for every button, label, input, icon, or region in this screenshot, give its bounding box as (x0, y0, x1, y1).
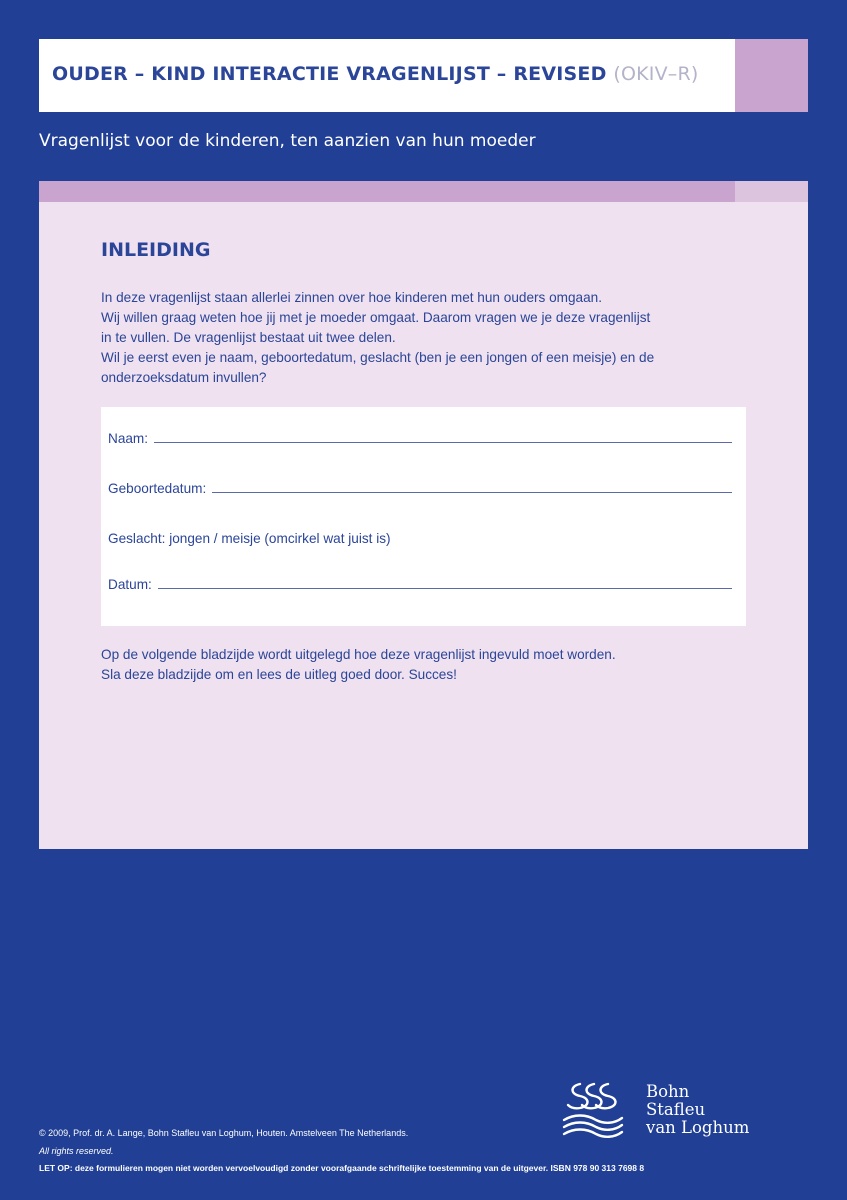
birthdate-field[interactable] (212, 491, 732, 493)
title-abbreviation: (OKIV–R) (613, 63, 699, 85)
intro-line: Wij willen graag weten hoe jij met je moeder omgaat. Daarom vragen we je deze vragenlijst (101, 310, 651, 325)
publisher-name (646, 1083, 749, 1137)
section-heading: INLEIDING (101, 239, 211, 261)
intro-line: in te vullen. De vragenlijst bestaat uit twee delen. (101, 330, 396, 345)
page-subtitle: Vragenlijst voor de kinderen, ten aanzien van hun moeder (39, 131, 536, 151)
publisher-name-line: Bohn (646, 1082, 690, 1101)
outro-text (101, 645, 761, 685)
outro-line: Op de volgende bladzijde wordt uitgelegd hoe deze vragenlijst ingevuld moet worden. (101, 647, 616, 662)
publisher-logo-icon (560, 1080, 626, 1142)
date-row (108, 577, 732, 592)
title-accent-block (735, 39, 808, 112)
title-main: OUDER – KIND INTERACTIE VRAGENLIJST – REVISED (52, 63, 607, 85)
name-field[interactable] (154, 441, 732, 443)
birthdate-label: Geboortedatum: (108, 481, 207, 496)
content-panel (39, 181, 808, 849)
panel-top-strip (39, 181, 735, 202)
intro-line: Wil je eerst even je naam, geboortedatum, geslacht (ben je een jongen of een meisje) en de (101, 350, 655, 365)
rights-notice: All rights reserved. (39, 1146, 114, 1156)
gender-label: Geslacht: jongen / meisje (omcirkel wat juist is) (108, 531, 391, 546)
date-label: Datum: (108, 577, 152, 592)
page-title (52, 63, 699, 85)
publisher-name-line: Stafleu (646, 1100, 706, 1119)
copy-warning: LET OP: deze formulieren mogen niet worden vervoelvoudigd zonder voorafgaande schriftelijke toestemming van de uitgever. ISBN 978 90 313 7698 8 (39, 1163, 645, 1173)
date-field[interactable] (158, 587, 732, 589)
title-bar (39, 39, 808, 112)
publisher-name-line: van Loghum (646, 1118, 750, 1137)
copyright-notice: © 2009, Prof. dr. A. Lange, Bohn Stafleu van Loghum, Houten. Amstelveen The Netherlands. (39, 1128, 409, 1138)
panel-top-strip-end (735, 181, 808, 202)
intro-line: onderzoeksdatum invullen? (101, 370, 267, 385)
outro-line: Sla deze bladzijde om en lees de uitleg goed door. Succes! (101, 667, 457, 682)
publisher-logo (560, 1080, 760, 1142)
intro-text (101, 288, 761, 388)
intro-line: In deze vragenlijst staan allerlei zinnen over hoe kinderen met hun ouders omgaan. (101, 290, 603, 305)
name-label: Naam: (108, 431, 149, 446)
birthdate-row (108, 481, 732, 496)
personal-info-form (101, 407, 746, 626)
gender-row[interactable] (108, 531, 732, 546)
name-row (108, 431, 732, 446)
